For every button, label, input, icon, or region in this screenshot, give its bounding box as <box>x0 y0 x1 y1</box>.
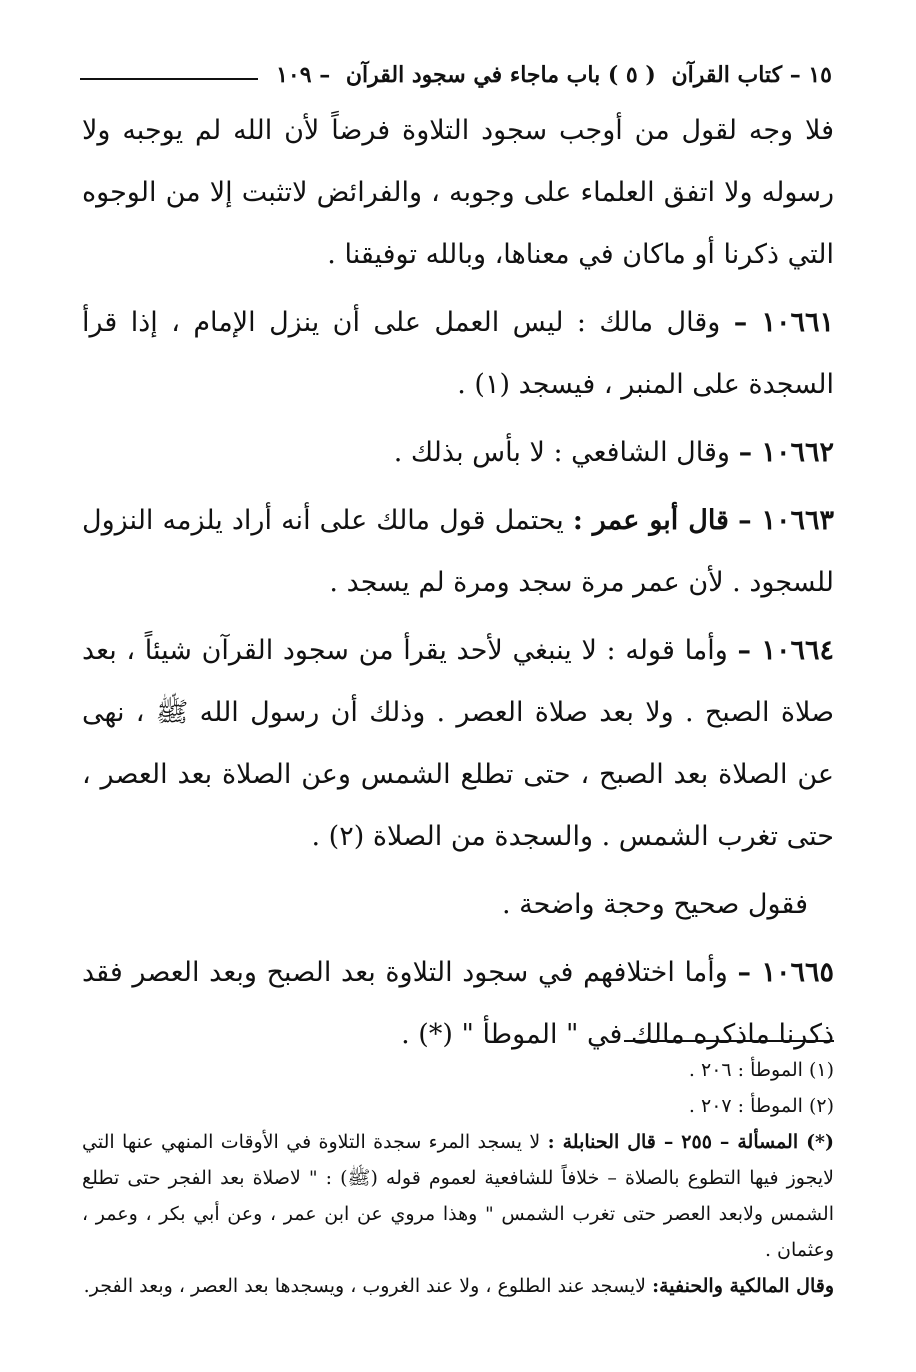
paragraph-text: فقول صحيح وحجة واضحة . <box>502 889 808 920</box>
footnote-1: (١) الموطأ : ٢٠٦ . <box>688 1059 834 1081</box>
paragraph-text: وقال الشافعي : لا بأس بذلك . <box>393 437 730 468</box>
header-rule <box>80 78 258 80</box>
paragraph-1: فلا وجه لقول من أوجب سجود التلاوة فرضاً لأن الله لم يوجبه ولا رسوله ولا اتفق العلماء على وجوبه ، والفرائض لاتثبت إلا من الوجوه التي ذكرنا أو ماكان في معناها، وبالله توفيقنا . <box>82 115 834 270</box>
paragraph-number: ١٠٦٦٥ – <box>737 957 834 988</box>
paragraph-text: وقال مالك : ليس العمل على أن ينزل الإمام ، إذا قرأ السجدة على المنبر ، فيسجد (١) . <box>82 307 834 400</box>
paragraph-10665 <box>82 942 834 1066</box>
paragraph-10662 <box>82 422 834 484</box>
footnote-lead: وقال المالكية والحنفية: <box>652 1275 834 1297</box>
footnote-lead: (*) المسألة – ٢٥٥ – قال الحنابلة : <box>547 1131 834 1153</box>
footnote-issue-255 <box>82 1124 834 1268</box>
running-header <box>80 48 836 88</box>
paragraph-number: ١٠٦٦٢ – <box>738 437 834 468</box>
paragraph-text: يحتمل قول مالك على أنه أراد يلزمه النزول للسجود . لأن عمر مرة سجد ومرة لم يسجد . <box>82 505 834 598</box>
paragraph-10664 <box>82 620 834 868</box>
paragraph-lead: قال أبو عمر : <box>572 505 729 536</box>
paragraph-number: ١٠٦٦١ – <box>733 307 834 338</box>
paragraph-10663 <box>82 490 834 614</box>
footnote-2: (٢) الموطأ : ٢٠٧ . <box>688 1095 834 1117</box>
paragraph-number: ١٠٦٦٣ – <box>738 505 834 536</box>
header-page-number: – ١٠٩ <box>276 62 331 88</box>
paragraph-10661 <box>82 292 834 416</box>
footnote-maliki-hanafi <box>82 1268 834 1304</box>
paragraph-conclusion <box>82 874 834 936</box>
footnote-text: لا يسجد المرء سجدة التلاوة في الأوقات المنهي عنها التي لايجوز فيها التطوع بالصلاة – خلافاً للشافعية لعموم قوله (ﷺ) : " لاصلاة بعد الفجر حتى تطلع الشمس ولابعد العصر حتى تغرب الشمس " وهذا مروي عن ابن عمر ، وعن أبي بكر ، وعمر ، وعثمان . <box>82 1131 834 1261</box>
main-text <box>82 100 834 1072</box>
footnotes <box>82 1052 834 1304</box>
footnote-text: لايسجد عند الطلوع ، ولا عند الغروب ، ويسجدها بعد العصر ، وبعد الفجر. <box>83 1275 647 1297</box>
paragraph-number: ١٠٦٦٤ – <box>737 635 834 666</box>
paragraph-text: وأما قوله : لا ينبغي لأحد يقرأ من سجود القرآن شيئاً ، بعد صلاة الصبح . ولا بعد صلاة العصر . وذلك أن رسول الله ﷺ ، نهى عن الصلاة بعد الصبح ، حتى تطلع الشمس وعن الصلاة بعد العصر ، حتى تغرب الشمس . والسجدة من الصلاة (٢) . <box>82 635 834 852</box>
header-section: ( ٥ ) باب ماجاء في سجود القرآن <box>345 62 656 88</box>
header-chapter: ١٥ – كتاب القرآن <box>671 62 832 88</box>
header-title <box>272 62 836 88</box>
paragraph-text: وأما اختلافهم في سجود التلاوة بعد الصبح وبعد العصر فقد ذكرنا ماذكره مالك في " الموطأ " (*) . <box>82 957 834 1050</box>
footnote-separator <box>624 1040 834 1042</box>
